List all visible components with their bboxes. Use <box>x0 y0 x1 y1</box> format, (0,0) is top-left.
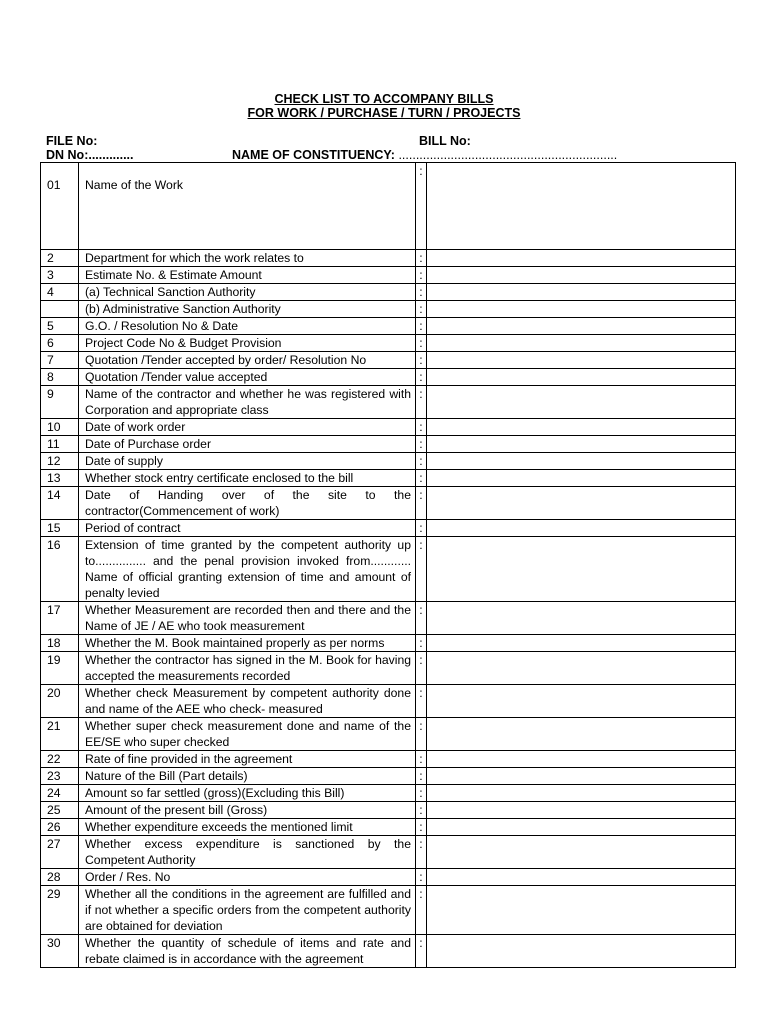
row-value-field[interactable] <box>427 886 736 935</box>
document-title-line2: FOR WORK / PURCHASE / TURN / PROJECTS <box>247 106 521 120</box>
row-description: G.O. / Resolution No & Date <box>79 318 416 335</box>
row-separator: : <box>416 935 427 968</box>
row-number: 6 <box>41 335 79 352</box>
row-separator: : <box>416 250 427 267</box>
row-value-field[interactable] <box>427 935 736 968</box>
row-separator: : <box>416 685 427 718</box>
row-number: 9 <box>41 386 79 419</box>
row-number: 5 <box>41 318 79 335</box>
checklist-row <box>41 453 736 470</box>
row-description: Whether Measurement are recorded then and there and the Name of JE / AE who took measurement <box>79 602 416 635</box>
row-description: Whether stock entry certificate enclosed to the bill <box>79 470 416 487</box>
row-separator: : <box>416 335 427 352</box>
checklist-row <box>41 284 736 301</box>
row-number: 13 <box>41 470 79 487</box>
checklist-row <box>41 419 736 436</box>
checklist-row <box>41 602 736 635</box>
row-separator: : <box>416 318 427 335</box>
row-separator: : <box>416 487 427 520</box>
row-value-field[interactable] <box>427 819 736 836</box>
row-value-field[interactable] <box>427 718 736 751</box>
checklist-row <box>41 836 736 869</box>
checklist-row <box>41 487 736 520</box>
row-separator: : <box>416 470 427 487</box>
checklist-row <box>41 318 736 335</box>
row-separator: : <box>416 836 427 869</box>
checklist-row <box>41 635 736 652</box>
row-description: Estimate No. & Estimate Amount <box>79 267 416 284</box>
row-number: 23 <box>41 768 79 785</box>
row-separator: : <box>416 352 427 369</box>
checklist-row <box>41 652 736 685</box>
row-separator: : <box>416 267 427 284</box>
row-separator: : <box>416 163 427 250</box>
row-number: 20 <box>41 685 79 718</box>
row-value-field[interactable] <box>427 635 736 652</box>
checklist-rows <box>41 163 736 968</box>
row-value-field[interactable] <box>427 602 736 635</box>
row-separator: : <box>416 802 427 819</box>
checklist-row <box>41 718 736 751</box>
row-number: 4 <box>41 284 79 301</box>
row-value-field[interactable] <box>427 267 736 284</box>
row-value-field[interactable] <box>427 802 736 819</box>
checklist-row <box>41 869 736 886</box>
row-number: 19 <box>41 652 79 685</box>
row-value-field[interactable] <box>427 284 736 301</box>
row-number: 2 <box>41 250 79 267</box>
row-description: Name of the contractor and whether he was registered with Corporation and appropriate class <box>79 386 416 419</box>
row-separator: : <box>416 436 427 453</box>
row-separator: : <box>416 718 427 751</box>
checklist-row <box>41 520 736 537</box>
row-number: 24 <box>41 785 79 802</box>
checklist-row <box>41 301 736 318</box>
row-number: 27 <box>41 836 79 869</box>
row-description: Whether expenditure exceeds the mentioned limit <box>79 819 416 836</box>
row-number: 18 <box>41 635 79 652</box>
row-description: Quotation /Tender accepted by order/ Resolution No <box>79 352 416 369</box>
row-description: Rate of fine provided in the agreement <box>79 751 416 768</box>
checklist-row <box>41 386 736 419</box>
row-value-field[interactable] <box>427 470 736 487</box>
row-value-field[interactable] <box>427 250 736 267</box>
checklist-row <box>41 751 736 768</box>
row-value-field[interactable] <box>427 453 736 470</box>
row-separator: : <box>416 369 427 386</box>
checklist-row <box>41 819 736 836</box>
row-value-field[interactable] <box>427 751 736 768</box>
row-separator: : <box>416 520 427 537</box>
row-number: 7 <box>41 352 79 369</box>
row-value-field[interactable] <box>427 352 736 369</box>
row-number: 3 <box>41 267 79 284</box>
row-value-field[interactable] <box>427 652 736 685</box>
bill-no-label: BILL No: <box>419 134 471 148</box>
row-description: Date of Purchase order <box>79 436 416 453</box>
constituency-field <box>232 148 617 162</box>
row-value-field[interactable] <box>427 419 736 436</box>
row-description: Name of the Work <box>79 163 416 250</box>
row-value-field[interactable] <box>427 836 736 869</box>
row-description: Whether super check measurement done and name of the EE/SE who super checked <box>79 718 416 751</box>
row-value-field[interactable] <box>427 335 736 352</box>
row-number: 8 <box>41 369 79 386</box>
row-separator: : <box>416 652 427 685</box>
checklist-row <box>41 685 736 718</box>
row-value-field[interactable] <box>427 301 736 318</box>
row-description: Whether the quantity of schedule of items and rate and rebate claimed is in accordance with the agreement <box>79 935 416 968</box>
row-description: (a) Technical Sanction Authority <box>79 284 416 301</box>
row-separator: : <box>416 635 427 652</box>
checklist-row <box>41 267 736 284</box>
checklist-row <box>41 886 736 935</box>
row-separator: : <box>416 869 427 886</box>
row-description: Whether all the conditions in the agreement are fulfilled and if not whether a specific orders from the competent authority are obtained for deviation <box>79 886 416 935</box>
checklist-row <box>41 785 736 802</box>
row-description: Whether check Measurement by competent authority done and name of the AEE who check- measured <box>79 685 416 718</box>
checklist-row <box>41 935 736 968</box>
row-description: Department for which the work relates to <box>79 250 416 267</box>
row-description: Amount so far settled (gross)(Excluding this Bill) <box>79 785 416 802</box>
row-description: Whether excess expenditure is sanctioned by the Competent Authority <box>79 836 416 869</box>
row-description: Order / Res. No <box>79 869 416 886</box>
row-separator: : <box>416 751 427 768</box>
document-title-line1: CHECK LIST TO ACCOMPANY BILLS <box>274 92 494 106</box>
row-description: Quotation /Tender value accepted <box>79 369 416 386</box>
row-description: Date of supply <box>79 453 416 470</box>
checklist-row <box>41 335 736 352</box>
checklist-row <box>41 768 736 785</box>
row-value-field[interactable] <box>427 537 736 602</box>
row-separator: : <box>416 301 427 318</box>
row-number: 11 <box>41 436 79 453</box>
row-separator: : <box>416 284 427 301</box>
checklist-row <box>41 352 736 369</box>
checklist-row <box>41 250 736 267</box>
row-number: 21 <box>41 718 79 751</box>
row-separator: : <box>416 785 427 802</box>
row-value-field[interactable] <box>427 436 736 453</box>
checklist-row <box>41 436 736 453</box>
row-description: Project Code No & Budget Provision <box>79 335 416 352</box>
row-description: Date of work order <box>79 419 416 436</box>
row-description: (b) Administrative Sanction Authority <box>79 301 416 318</box>
row-description: Extension of time granted by the competent authority up to............... and the penal provision invoked from............ Name of official granting extension of time and amount of penalty levied <box>79 537 416 602</box>
row-separator: : <box>416 386 427 419</box>
file-no-label: FILE No: <box>46 134 98 148</box>
row-separator: : <box>416 768 427 785</box>
constituency-dots: ............................................................... <box>398 148 618 162</box>
row-number: 01 <box>41 163 79 250</box>
checklist-row <box>41 802 736 819</box>
row-number: 28 <box>41 869 79 886</box>
row-separator: : <box>416 419 427 436</box>
row-value-field[interactable] <box>427 369 736 386</box>
row-description: Date of Handing over of the site to the contractor(Commencement of work) <box>79 487 416 520</box>
row-value-field[interactable] <box>427 386 736 419</box>
row-value-field[interactable] <box>427 869 736 886</box>
dn-no-label: DN No:............. <box>46 148 134 162</box>
row-separator: : <box>416 537 427 602</box>
row-number: 25 <box>41 802 79 819</box>
row-value-field[interactable] <box>427 487 736 520</box>
checklist-row <box>41 537 736 602</box>
row-description: Period of contract <box>79 520 416 537</box>
row-number: 22 <box>41 751 79 768</box>
row-number: 16 <box>41 537 79 602</box>
row-separator: : <box>416 819 427 836</box>
row-number: 14 <box>41 487 79 520</box>
row-number: 17 <box>41 602 79 635</box>
row-description: Whether the M. Book maintained properly as per norms <box>79 635 416 652</box>
checklist-row <box>41 369 736 386</box>
constituency-label: NAME OF CONSTITUENCY: <box>232 148 395 162</box>
row-value-field[interactable] <box>427 520 736 537</box>
row-number: 30 <box>41 935 79 968</box>
row-number <box>41 301 79 318</box>
row-number: 12 <box>41 453 79 470</box>
row-separator: : <box>416 886 427 935</box>
checklist-row <box>41 163 736 250</box>
row-separator: : <box>416 453 427 470</box>
row-number: 29 <box>41 886 79 935</box>
row-value-field[interactable] <box>427 318 736 335</box>
checklist-row <box>41 470 736 487</box>
checklist-table <box>40 162 736 968</box>
row-description: Nature of the Bill (Part details) <box>79 768 416 785</box>
row-value-field[interactable] <box>427 685 736 718</box>
row-number: 10 <box>41 419 79 436</box>
row-value-field[interactable] <box>427 163 736 250</box>
row-number: 15 <box>41 520 79 537</box>
row-separator: : <box>416 602 427 635</box>
row-description: Amount of the present bill (Gross) <box>79 802 416 819</box>
row-value-field[interactable] <box>427 785 736 802</box>
row-value-field[interactable] <box>427 768 736 785</box>
row-description: Whether the contractor has signed in the M. Book for having accepted the measurements recorded <box>79 652 416 685</box>
row-number: 26 <box>41 819 79 836</box>
